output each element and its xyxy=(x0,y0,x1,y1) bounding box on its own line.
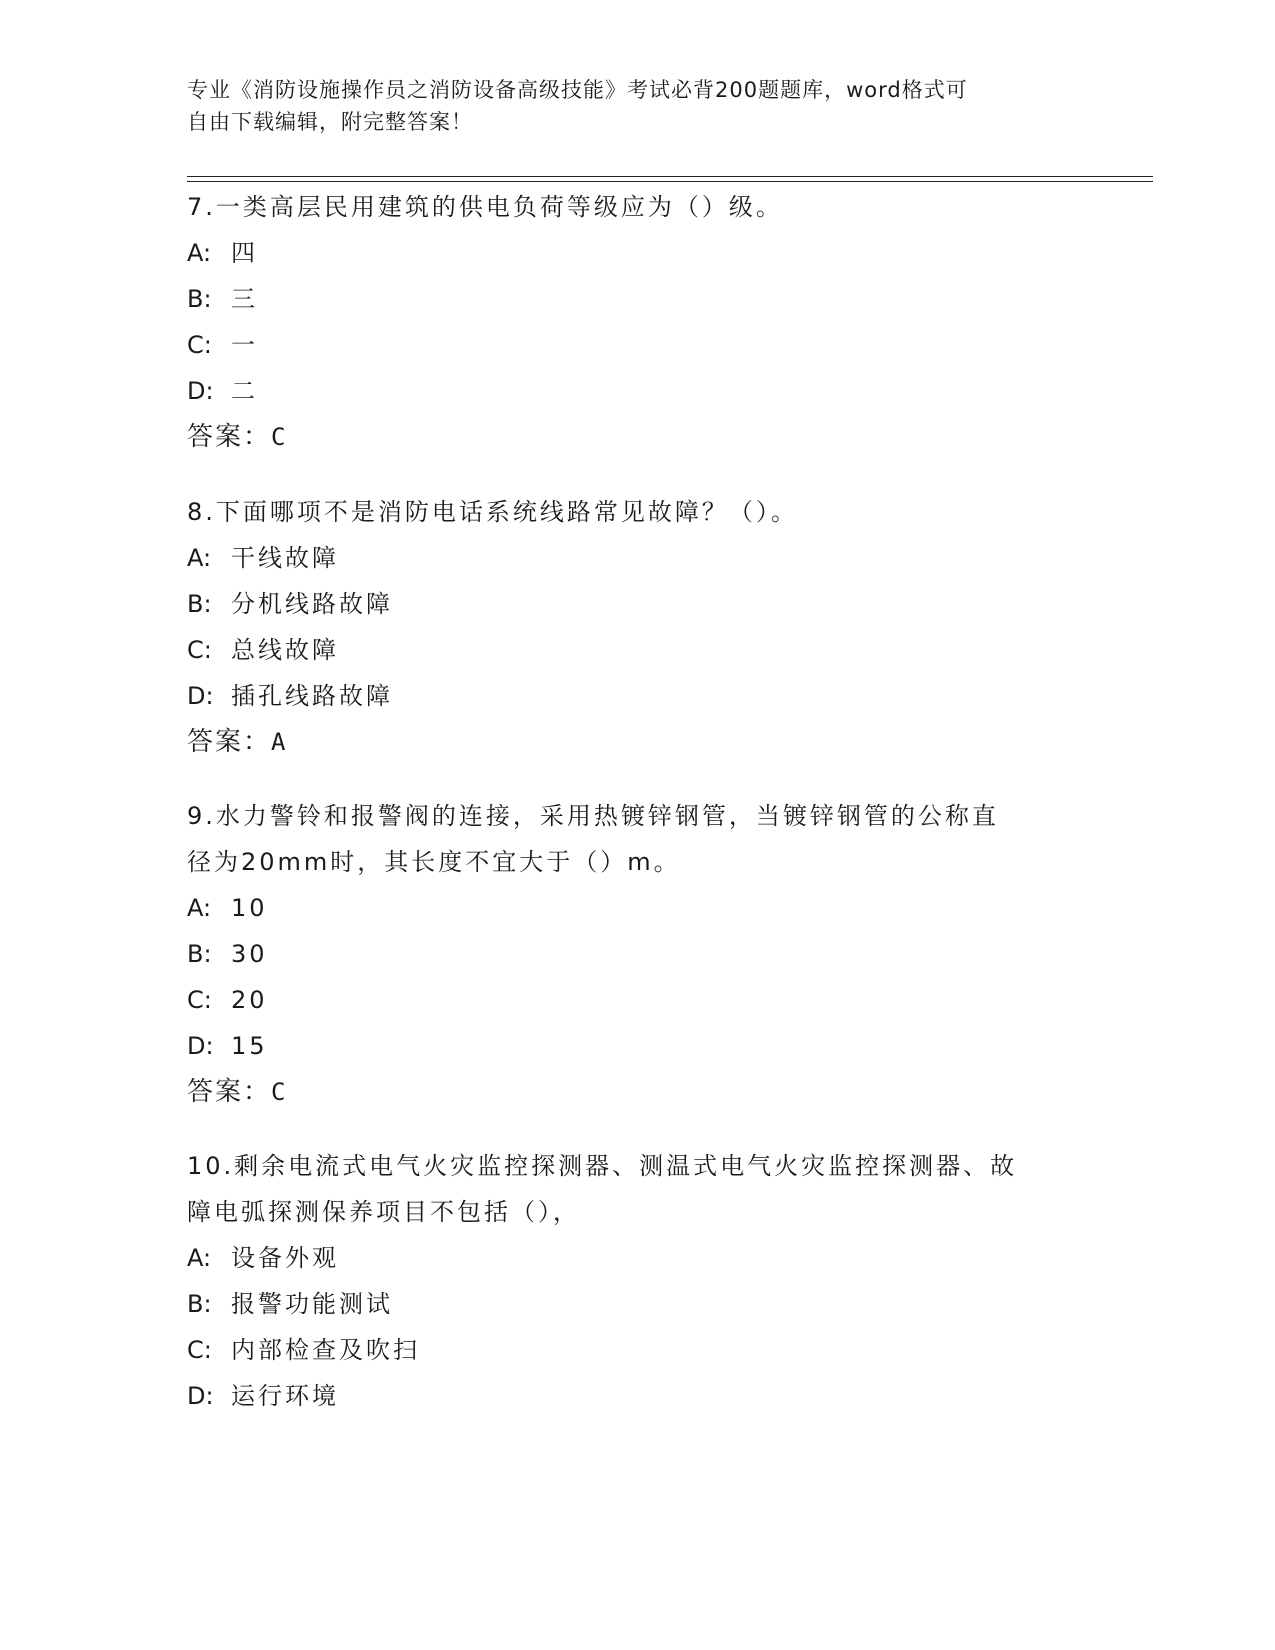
option-text: 一 xyxy=(231,331,258,359)
document-header xyxy=(187,74,1067,138)
answer-value: A xyxy=(271,728,286,756)
question-9 xyxy=(187,793,1087,1115)
option-text: 报警功能测试 xyxy=(231,1290,393,1318)
option-c xyxy=(187,322,1087,368)
answer-line xyxy=(187,719,1087,765)
answer-label: 答案： xyxy=(187,422,272,452)
option-key: B: xyxy=(187,940,212,968)
answer-label: 答案： xyxy=(187,727,272,757)
option-key: C: xyxy=(187,636,212,664)
answer-label: 答案： xyxy=(187,1077,272,1107)
option-key: C: xyxy=(187,1336,212,1364)
option-b xyxy=(187,931,1087,977)
option-d xyxy=(187,673,1087,719)
option-d xyxy=(187,1023,1087,1069)
header-divider-top xyxy=(187,176,1153,177)
option-text: 插孔线路故障 xyxy=(231,682,393,710)
option-a xyxy=(187,230,1087,276)
option-text: 干线故障 xyxy=(231,544,339,572)
option-c xyxy=(187,1327,1087,1373)
option-key: B: xyxy=(187,1290,212,1318)
option-a xyxy=(187,535,1087,581)
option-d xyxy=(187,368,1087,414)
option-text: 三 xyxy=(231,285,258,313)
option-key: A: xyxy=(187,544,212,572)
option-b xyxy=(187,581,1087,627)
option-key: D: xyxy=(187,1382,214,1410)
option-key: B: xyxy=(187,285,212,313)
question-10 xyxy=(187,1143,1087,1419)
option-c xyxy=(187,627,1087,673)
header-divider-bottom xyxy=(187,181,1153,182)
option-text: 内部检查及吹扫 xyxy=(231,1336,420,1364)
option-text: 二 xyxy=(231,377,258,405)
question-stem-line-2: 障电弧探测保养项目不包括（）， xyxy=(187,1198,580,1226)
option-key: A: xyxy=(187,1244,212,1272)
answer-line xyxy=(187,414,1087,460)
option-text: 设备外观 xyxy=(231,1244,339,1272)
option-text: 10 xyxy=(231,894,268,922)
answer-line xyxy=(187,1069,1087,1115)
option-b xyxy=(187,276,1087,322)
option-key: D: xyxy=(187,1032,214,1060)
option-key: C: xyxy=(187,986,212,1014)
option-text: 总线故障 xyxy=(231,636,339,664)
option-c xyxy=(187,977,1087,1023)
question-stem-line-2: 径为20mm时，其长度不宜大于（）m。 xyxy=(187,848,681,876)
option-text: 运行环境 xyxy=(231,1382,339,1410)
option-text: 四 xyxy=(231,239,258,267)
option-key: D: xyxy=(187,682,214,710)
question-stem-line-1: 9.水力警铃和报警阀的连接，采用热镀锌钢管，当镀锌钢管的公称直 xyxy=(187,802,999,830)
option-text: 15 xyxy=(231,1032,268,1060)
option-a xyxy=(187,885,1087,931)
option-key: B: xyxy=(187,590,212,618)
option-key: A: xyxy=(187,239,212,267)
option-text: 分机线路故障 xyxy=(231,590,393,618)
answer-value: C xyxy=(271,1078,286,1106)
option-key: C: xyxy=(187,331,212,359)
option-key: D: xyxy=(187,377,214,405)
header-line-1: 专业《消防设施操作员之消防设备高级技能》考试必背200题题库，word格式可 xyxy=(187,78,968,102)
header-line-2: 自由下载编辑，附完整答案！ xyxy=(187,110,473,134)
question-stem-line-1: 10.剩余电流式电气火灾监控探测器、测温式电气火灾监控探测器、故 xyxy=(187,1152,1018,1180)
option-a xyxy=(187,1235,1087,1281)
question-stem: 8.下面哪项不是消防电话系统线路常见故障？（）。 xyxy=(187,498,798,526)
question-stem: 7.一类高层民用建筑的供电负荷等级应为（）级。 xyxy=(187,193,783,221)
option-b xyxy=(187,1281,1087,1327)
answer-value: C xyxy=(271,423,286,451)
option-text: 30 xyxy=(231,940,268,968)
option-text: 20 xyxy=(231,986,268,1014)
question-7 xyxy=(187,184,1087,460)
option-d xyxy=(187,1373,1087,1419)
option-key: A: xyxy=(187,894,212,922)
question-8 xyxy=(187,489,1087,765)
